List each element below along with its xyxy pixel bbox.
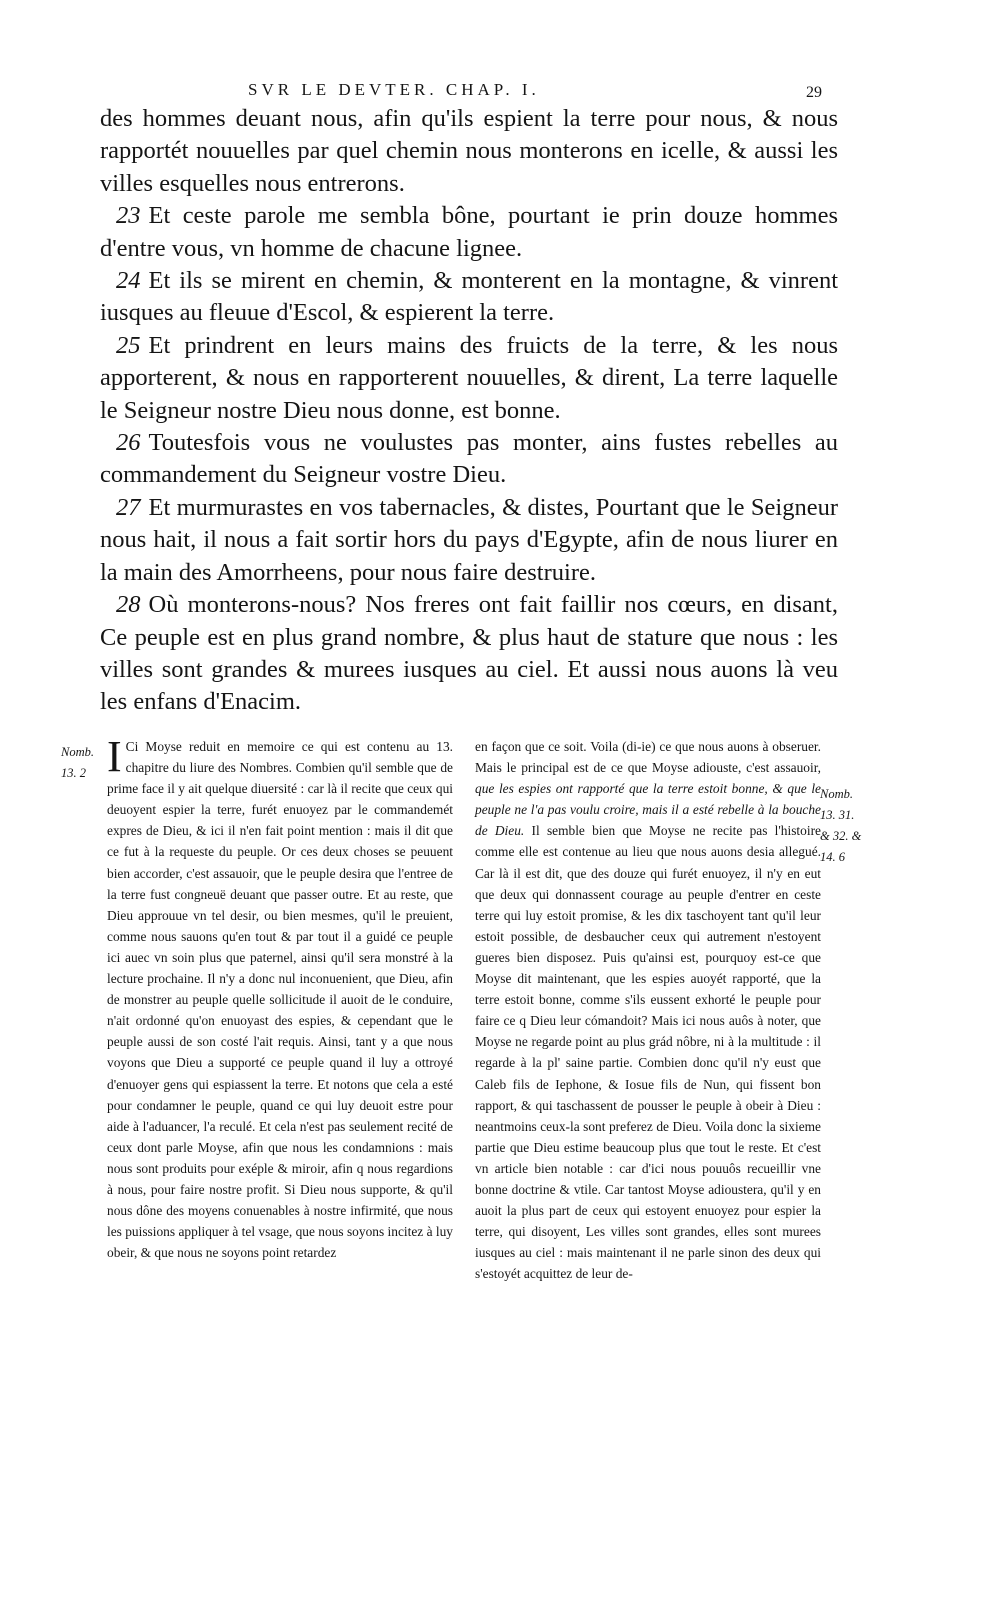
- commentary-right-text-a: en façon que ce soit. Voila (di-ie) ce que nous auons à obseruer. Mais le principal est de ce que Moyse adiouste, c'est assauoir,: [475, 739, 821, 776]
- margin-note-right: Nomb. 13. 31. & 32. & 14. 6: [820, 787, 862, 864]
- verse-22-text: des hommes deuant nous, afin qu'ils espient la terre pour nous, & nous rapportét nouuelles par quel chemin nous monterons en icelle, & aussi les villes esquelles nous entrerons.: [100, 105, 838, 197]
- verse-text: Et murmurastes en vos tabernacles, & distes, Pourtant que le Seigneur nous hait, il nous a fait sortir hors du pays d'Egypte, afin de nous liurer en la main des Amorrheens, pour nous faire destruire.: [100, 493, 838, 586]
- verse-25: [100, 330, 838, 427]
- verse-number: 25: [116, 331, 141, 359]
- verse-block: [100, 103, 838, 719]
- margin-note-left: Nomb. 13. 2: [61, 745, 94, 780]
- verse-26: [100, 427, 838, 492]
- verse-number: 23: [116, 202, 141, 230]
- commentary-right-column: [475, 736, 821, 1284]
- verse-24: [100, 265, 838, 330]
- verse-text: Et prindrent en leurs mains des fruicts de la terre, & les nous apporterent, & nous en rapporterent nouuelles, & dirent, La terre laquelle le Seigneur nostre Dieu nous donne, est bonne.: [100, 331, 838, 424]
- verse-number: 28: [116, 591, 141, 619]
- verse-number: 27: [116, 493, 141, 521]
- verse-text: Et ils se mirent en chemin, & monterent en la montagne, & vinrent iusques au fleuue d'Escol, & espierent la terre.: [100, 267, 838, 327]
- commentary-right-text-b: Il semble bien que Moyse ne recite pas l'histoire comme elle est contenue au lieu que nous auons desia allegué. Car là il est dit, que des douze qui furét enuoyez, il n'y en eut que deux qui donnassent courage au peuple d'entrer en ceste terre qui luy estoit promise, & les dix taschoyent tant qu'il leur estoit possible, de desbaucher ceux qui autrement n'estoyent gueres bien disposez. Puis qu'ainsi est, pourquoy est-ce que Moyse dit maintenant, que les espies auoyét rapporté, que la terre estoit bonne, comme s'ils eussent exhorté le peuple pour faire ce q Dieu leur cómandoit? Mais ici nous auôs à noter, que Moyse ne regarde point au plus grád nôbre, ni à la multitude : il regarde à la pl' saine partie. Combien donc qu'il n'y eust que Caleb fils de Iephone, & Iosue fils de Nun, qui fissent bon rapport, & qui taschassent de pousser le peuple à obeir à Dieu : neantmoins ceux-la sont preferez de Dieu. Voila donc la sixieme partie que Dieu estime beaucoup plus que tout le reste. Et c'est vn article bien notable : car d'ici nous pouuôs recueillir vne bonne doctrine & vtile. Car tantost Moyse adioustera, qu'il y en auoit la plus part de ceux qui estoyent enuoyez pour espier la terre, qui disoyent, Les villes sont grandes, elles sont murees iusques au ciel : mais maintenant il ne parle sinon des deux qui s'estoyét acquittez de leur de-: [475, 823, 821, 1282]
- running-head: SVR LE DEVTER. CHAP. I.: [248, 80, 540, 99]
- verse-23: [100, 200, 838, 265]
- verse-text: Toutesfois vous ne voulustes pas monter, ains fustes rebelles au commandement du Seigneur vostre Dieu.: [100, 429, 838, 489]
- verse-28: [100, 589, 838, 719]
- commentary-right-quote: que les espies ont rapporté que la terre estoit bonne, & que le peuple ne l'a pas voulu croire, mais il a esté rebelle à la bouche de Dieu.: [475, 781, 821, 839]
- verse-text: Où monterons-nous? Nos freres ont fait faillir nos cœurs, en disant, Ce peuple est en plus grand nombre, & plus haut de stature que nous : les villes sont grandes & murees iusques au ciel. Et aussi nous auons là veu les enfans d'Enacim.: [100, 591, 838, 716]
- page-number: 29: [806, 84, 822, 101]
- drop-cap: I: [107, 732, 122, 781]
- verse-number: 24: [116, 267, 141, 295]
- verse-27: [100, 492, 838, 589]
- commentary-left-text: Ci Moyse reduit en memoire ce qui est contenu au 13. chapitre du liure des Nombres. Combien qu'il semble que de prime face il y ait quelque diuersité : car là il recite que ceux qui deuoyent espier la terre, furét enuoyez par le commandemét expres de Dieu, & ici il n'en fait point mention : mais il dit que ce fut à la requeste du peuple. Or ces deux choses se peuuent bien accorder, c'est assauoir, que le peuple desira que l'entree de la terre fust congneuë deuant que passer outre. Et au reste, que Dieu approuue vn tel desir, ou bien mesmes, qu'il le preuient, comme nous sauons qu'en tout & par tout il a guidé ce peuple ici auec vn soin plus que paternel, ainsi qu'il sera monstré à la lecture prochaine. Il n'y a donc nul inconuenient, que Dieu, afin de monstrer au peuple quelle sollicitude il auoit de le conduire, n'ait ordonné qu'on enuoyast des espies, & cependant que le peuple aussi de son costé l'ait requis. Ainsi, tant y a que nous voyons que Dieu a supporté ce peuple quand il luy a ottroyé d'enuoyer gens qui espiassent la terre. Et notons que cela a esté pour condamner le peuple, quand ce qui luy deuoit estre pour aide à l'aduancer, l'a reculé. Et cela n'est pas seulement recité de ceux dont parle Moyse, afin que nous les condamnions : mais nous sont produits pour exéple & miroir, afin q nous regardions à nous, pour faire nostre profit. Si Dieu nous supporte, & qu'il nous dône des moyens conuenables à nostre infirmité, que nous les puissions appliquer à tel vsage, que nous soyons incitez à luy obeir, & que nous ne soyons point retardez: [107, 739, 453, 1261]
- commentary-block: [107, 732, 821, 1284]
- verse-22-continuation: [100, 103, 838, 200]
- verse-text: Et ceste parole me sembla bône, pourtant ie prin douze hommes d'entre vous, vn homme de chacune lignee.: [100, 202, 838, 262]
- verse-number: 26: [116, 429, 141, 457]
- commentary-left-column: [107, 732, 453, 1284]
